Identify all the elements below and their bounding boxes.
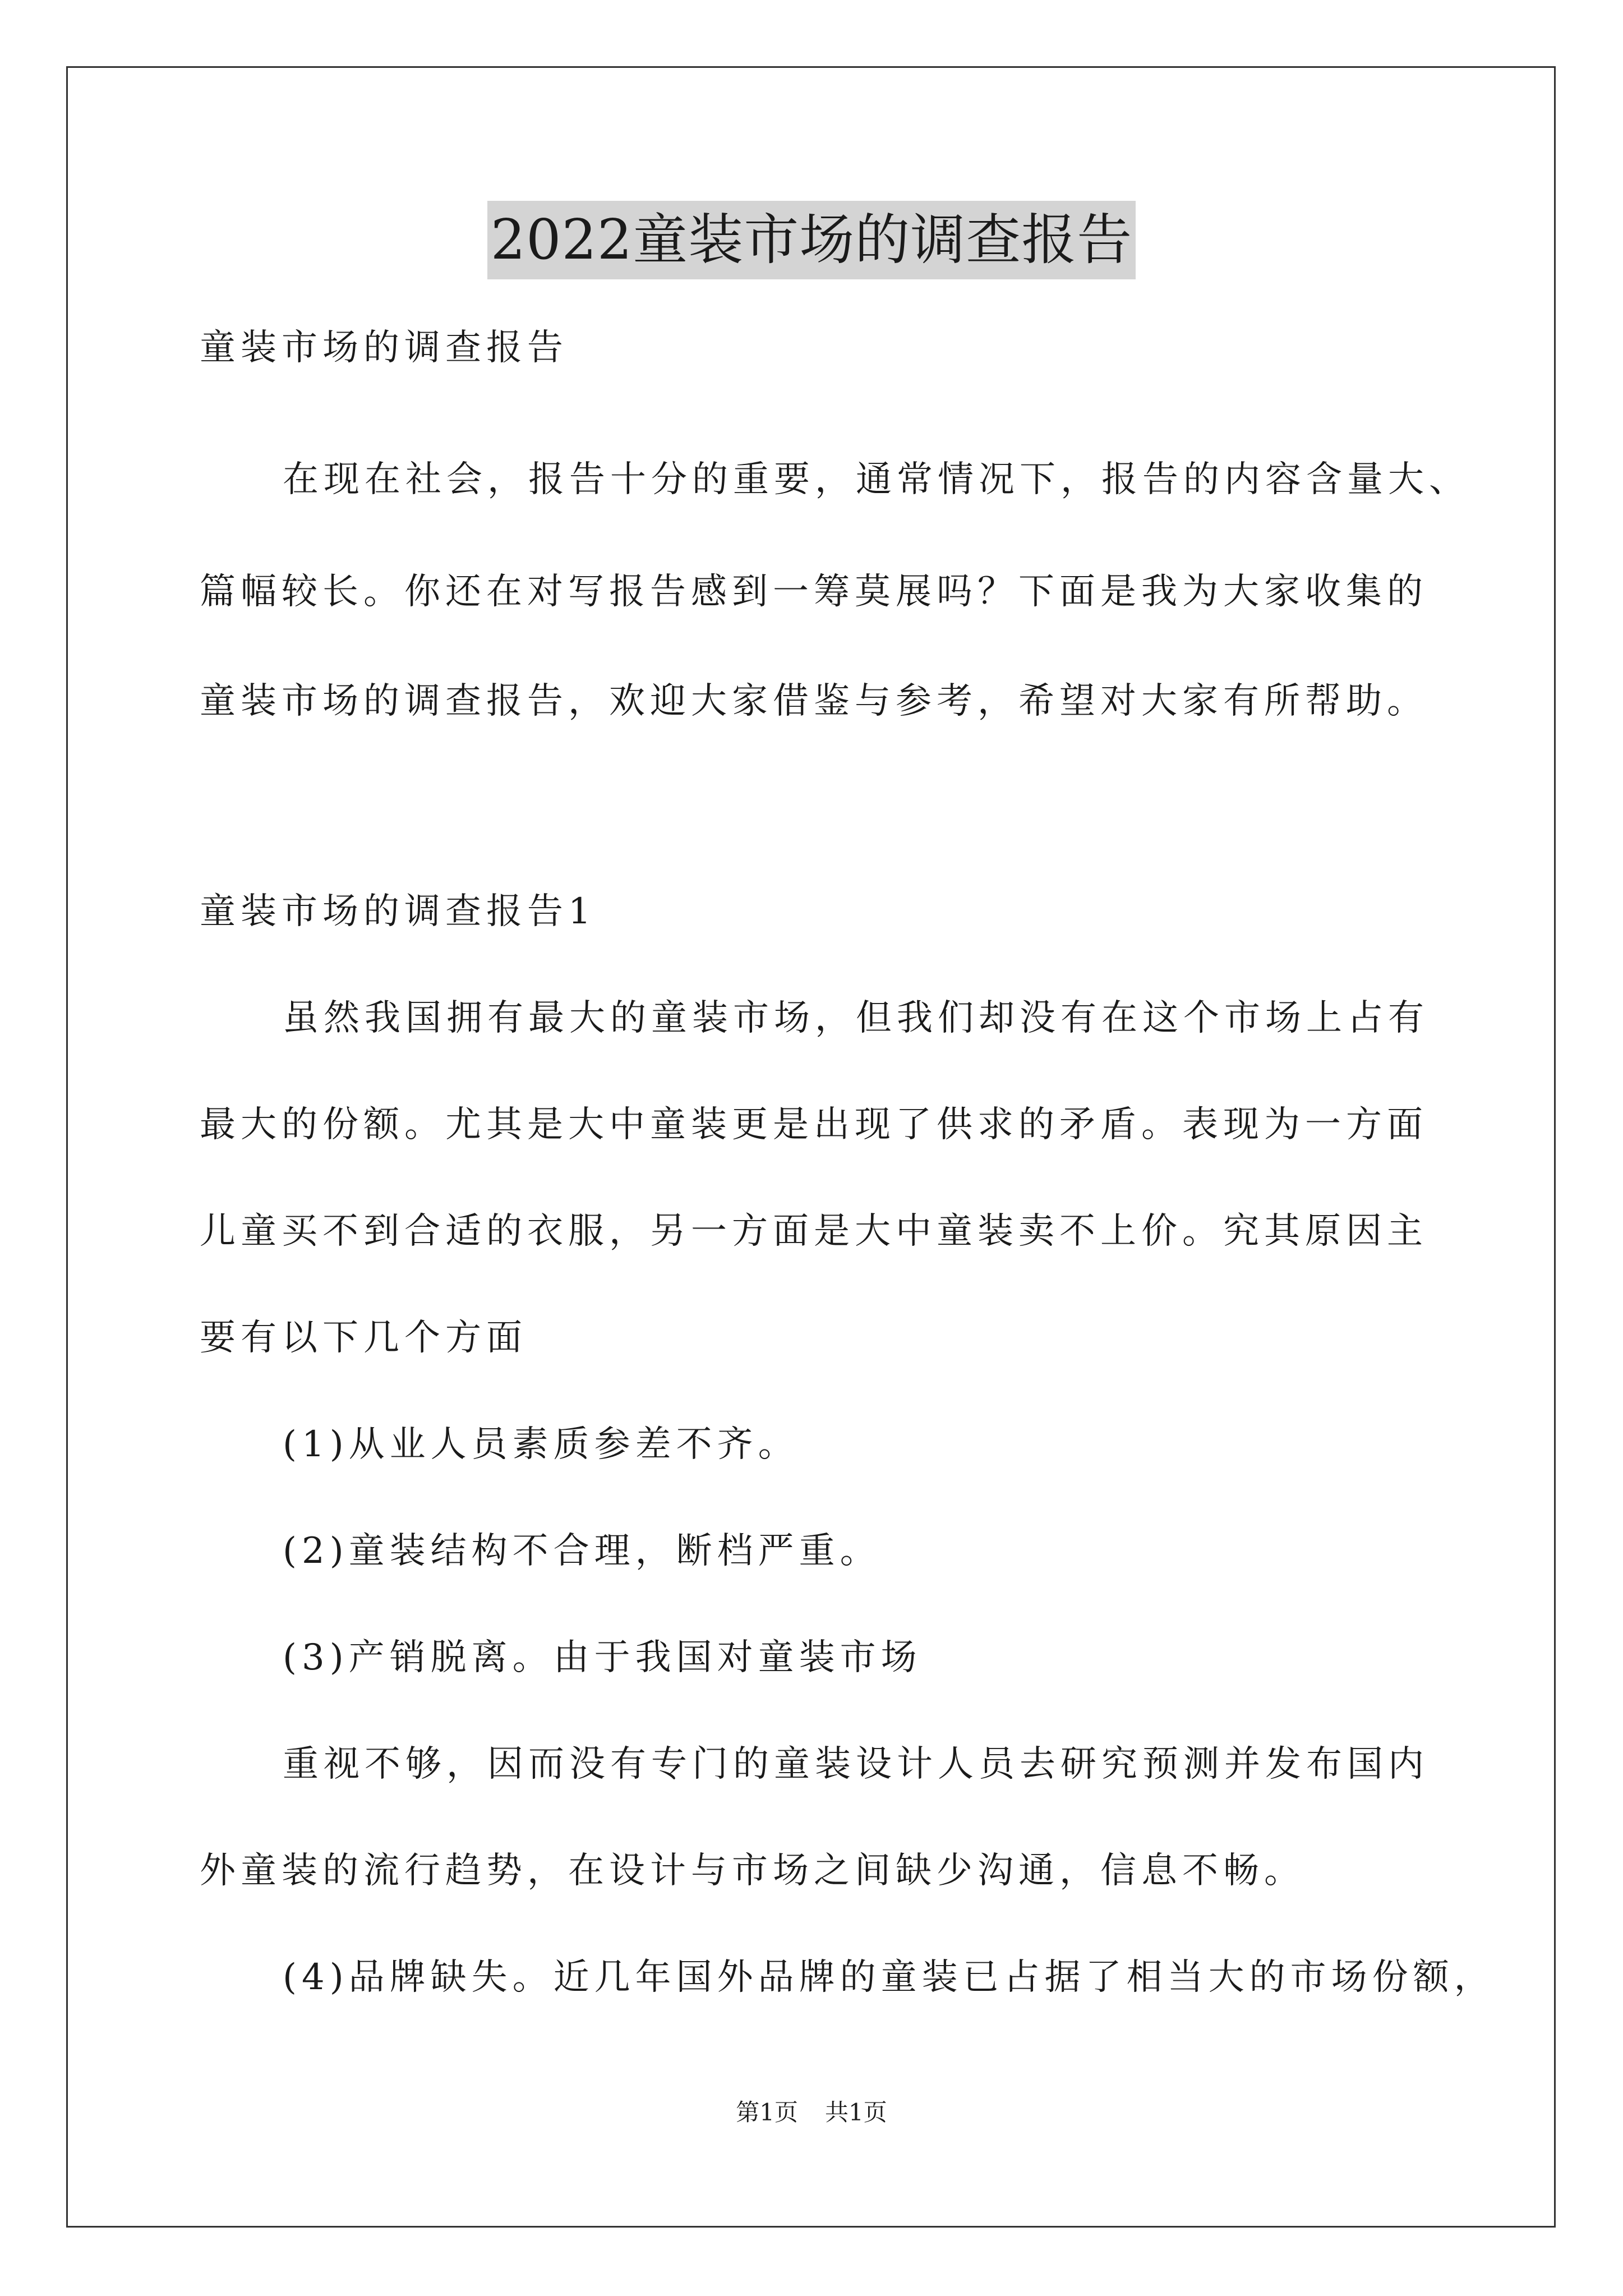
section-heading: 童装市场的调查报告 — [200, 327, 568, 369]
paragraph-line: 儿童买不到合适的衣服，另一方面是大中童装卖不上价。究其原因主 — [200, 1211, 1428, 1252]
page-footer — [0, 2096, 1623, 2129]
section-heading: 童装市场的调查报告1 — [200, 891, 596, 932]
paragraph-line: 在现在社会，报告十分的重要，通常情况下，报告的内容含量大、 — [283, 459, 1470, 500]
document-title: 2022童装市场的调查报告 — [487, 201, 1136, 279]
paragraph-line: 最大的份额。尤其是大中童装更是出现了供求的矛盾。表现为一方面 — [200, 1104, 1428, 1145]
paragraph-line: 重视不够，因而没有专门的童装设计人员去研究预测并发布国内 — [283, 1743, 1429, 1785]
paragraph-line: 篇幅较长。你还在对写报告感到一筹莫展吗？下面是我为大家收集的 — [200, 571, 1428, 613]
list-item: (3)产销脱离。由于我国对童装市场 — [283, 1637, 922, 1678]
page-total: 共1页 — [825, 2099, 887, 2126]
paragraph-line: 虽然我国拥有最大的童装市场，但我们却没有在这个市场上占有 — [283, 997, 1429, 1039]
page-number: 第1页 — [736, 2099, 798, 2126]
paragraph-line: 外童装的流行趋势，在设计与市场之间缺少沟通，信息不畅。 — [200, 1850, 1305, 1892]
list-item: (4)品牌缺失。近几年国外品牌的童装已占据了相当大的市场份额， — [283, 1957, 1495, 1998]
paragraph-line: 要有以下几个方面 — [200, 1317, 527, 1359]
list-item: (1)从业人员素质参差不齐。 — [283, 1424, 799, 1465]
paragraph-line: 童装市场的调查报告，欢迎大家借鉴与参考，希望对大家有所帮助。 — [200, 680, 1428, 722]
title-container — [0, 201, 1623, 279]
list-item: (2)童装结构不合理，断档严重。 — [283, 1530, 881, 1572]
